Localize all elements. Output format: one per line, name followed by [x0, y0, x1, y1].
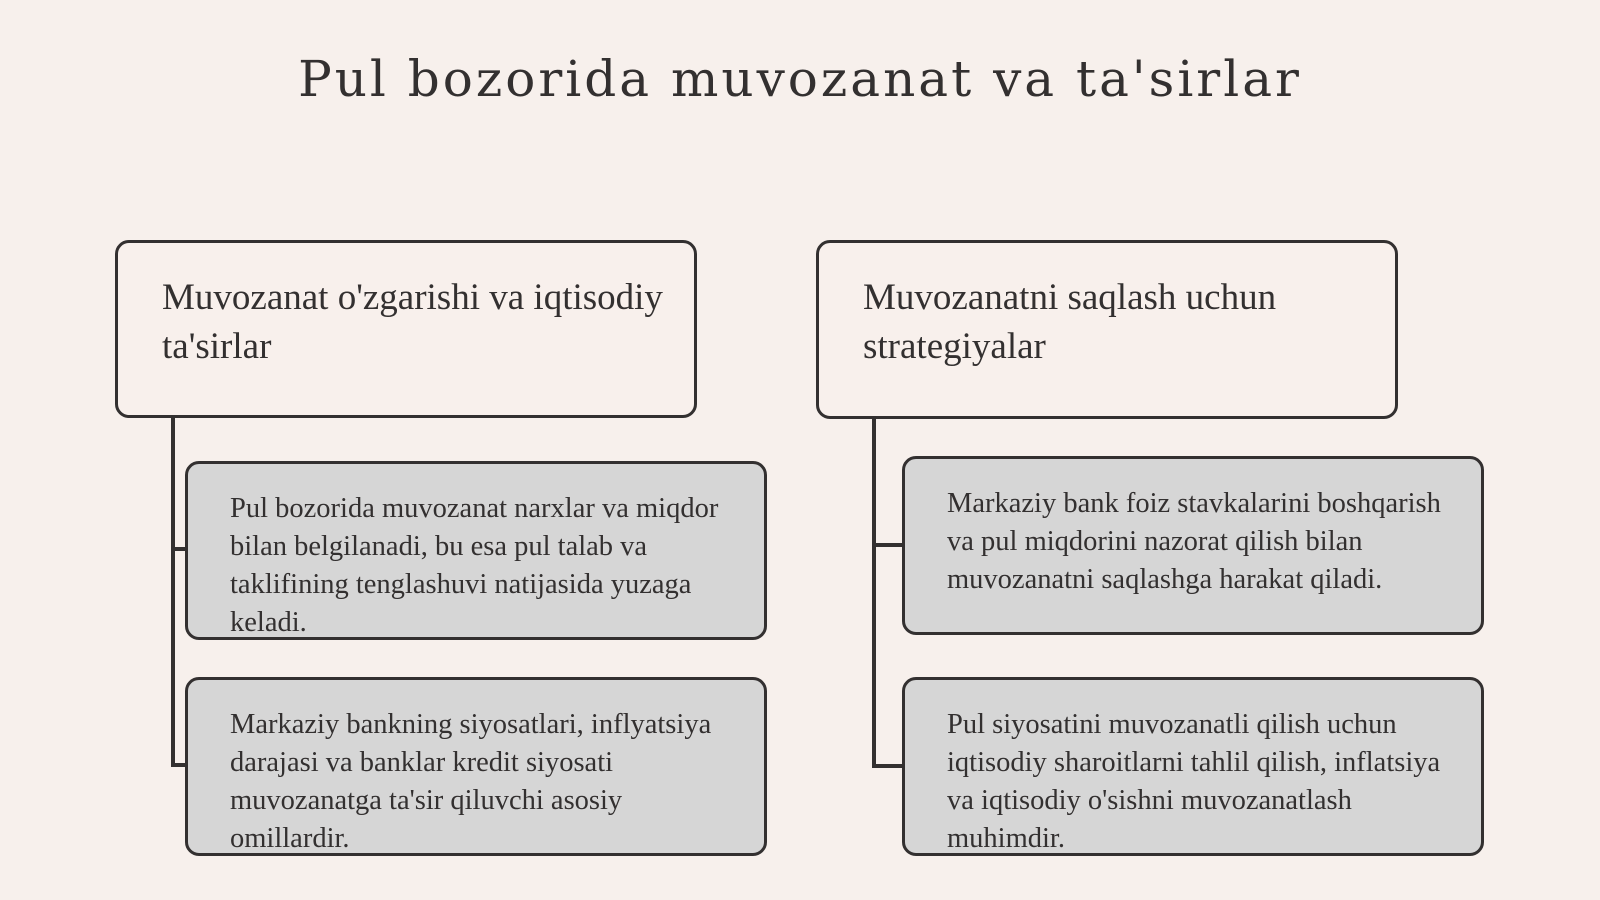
heading-box-strategies	[816, 240, 1398, 419]
heading-box-economic-effects	[115, 240, 697, 418]
detail-box-central-bank-rates	[902, 456, 1484, 635]
heading-text: Muvozanatni saqlash uchun strategiyalar	[863, 277, 1277, 367]
detail-text: Pul bozorida muvozanat narxlar va miqdor bilan belgilanadi, bu esa pul talab va taklifining tenglashuvi natijasida yuzaga keladi.	[230, 493, 719, 638]
detail-text: Pul siyosatini muvozanatli qilish uchun iqtisodiy sharoitlarni tahlil qilish, inflatsiya va iqtisodiy o'sishni muvozanatlash muhimdir.	[947, 709, 1441, 854]
detail-box-influencing-factors	[185, 677, 767, 856]
page-title: Pul bozorida muvozanat va ta'sirlar	[298, 50, 1302, 108]
right-tree-connector	[874, 417, 904, 766]
detail-box-monetary-policy	[902, 677, 1484, 856]
heading-text: Muvozanat o'zgarishi va iqtisodiy ta'sirlar	[162, 277, 663, 367]
detail-text: Markaziy bankning siyosatlari, inflyatsiya darajasi va banklar kredit siyosati muvozanatga ta'sir qiluvchi asosiy omillardir.	[230, 709, 712, 854]
detail-text: Markaziy bank foiz stavkalarini boshqarish va pul miqdorini nazorat qilish bilan muvozanatni saqlashga harakat qiladi.	[947, 488, 1441, 595]
detail-box-equilibrium-definition	[185, 461, 767, 640]
